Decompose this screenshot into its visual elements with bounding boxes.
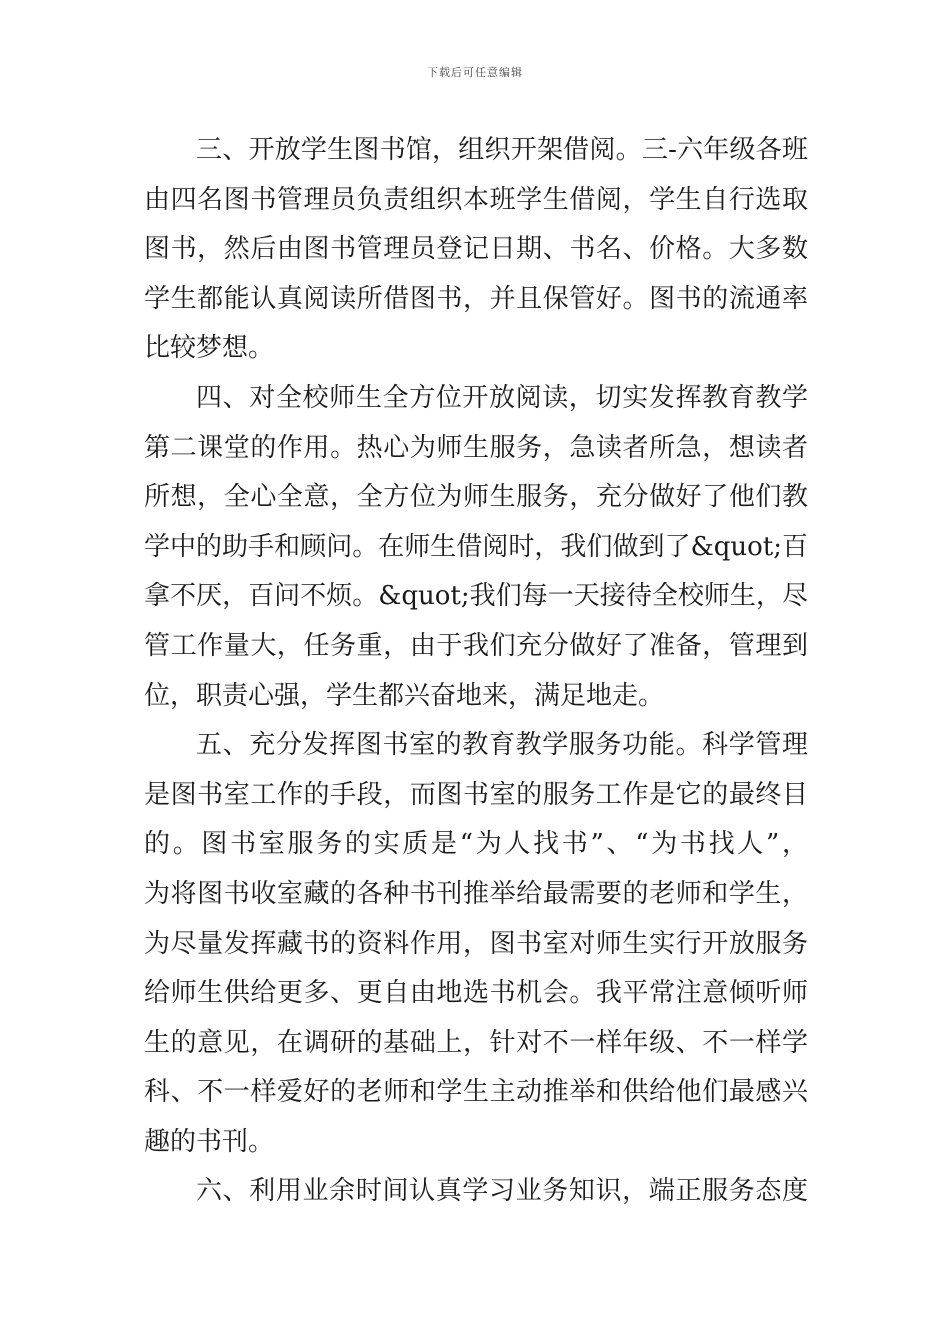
text-line: 给师生供给更多、更自由地选书机会。我平常注意倾听师: [144, 978, 808, 1009]
text-line: 比较梦想。: [144, 333, 275, 364]
text-line: 拿不厌，百问不烦。&quot;我们每一天接待全校师生，尽: [144, 581, 808, 612]
text-line: 科、不一样爱好的老师和学生主动推举和供给他们最感兴: [144, 1077, 808, 1108]
document-body: [144, 126, 808, 1217]
text-line: 位，职责心强，学生都兴奋地来，满足地走。: [144, 680, 665, 711]
text-line: 图书，然后由图书管理员登记日期、书名、价格。大多数: [144, 234, 808, 265]
text-line: 四、对全校师生全方位开放阅读，切实发挥教育教学: [196, 382, 808, 413]
text-line: 是图书室工作的手段，而图书室的服务工作是它的最终目: [144, 779, 808, 810]
page-header-note: 下载后可任意编辑: [427, 66, 523, 79]
text-line: 由四名图书管理员负责组织本班学生借阅，学生自行选取: [144, 184, 808, 215]
text-line: 第二课堂的作用。热心为师生服务，急读者所急，想读者: [144, 432, 808, 463]
text-line: 学中的助手和顾问。在师生借阅时，我们做到了&quot;百: [144, 531, 808, 562]
text-line: 管工作量大，任务重，由于我们充分做好了准备，管理到: [144, 630, 808, 661]
text-line: 所想，全心全意，全方位为师生服务，充分做好了他们教: [144, 482, 808, 513]
text-line: 为将图书收室藏的各种书刊推举给最需要的老师和学生，: [144, 878, 808, 909]
text-line: 趣的书刊。: [144, 1126, 275, 1157]
text-line: 学生都能认真阅读所借图书，并且保管好。图书的流通率: [144, 283, 808, 314]
text-line: 生的意见，在调研的基础上，针对不一样年级、不一样学: [144, 1027, 808, 1058]
text-line: 的。图书室服务的实质是“为人找书”、“为书找人”，: [144, 829, 808, 860]
text-line: 六、利用业余时间认真学习业务知识，端正服务态度: [196, 1176, 808, 1207]
text-line: 三、开放学生图书馆，组织开架借阅。三-六年级各班: [196, 135, 808, 165]
text-line: 五、充分发挥图书室的教育教学服务功能。科学管理: [196, 730, 808, 761]
text-line: 为尽量发挥藏书的资料作用，图书室对师生实行开放服务: [144, 928, 808, 959]
